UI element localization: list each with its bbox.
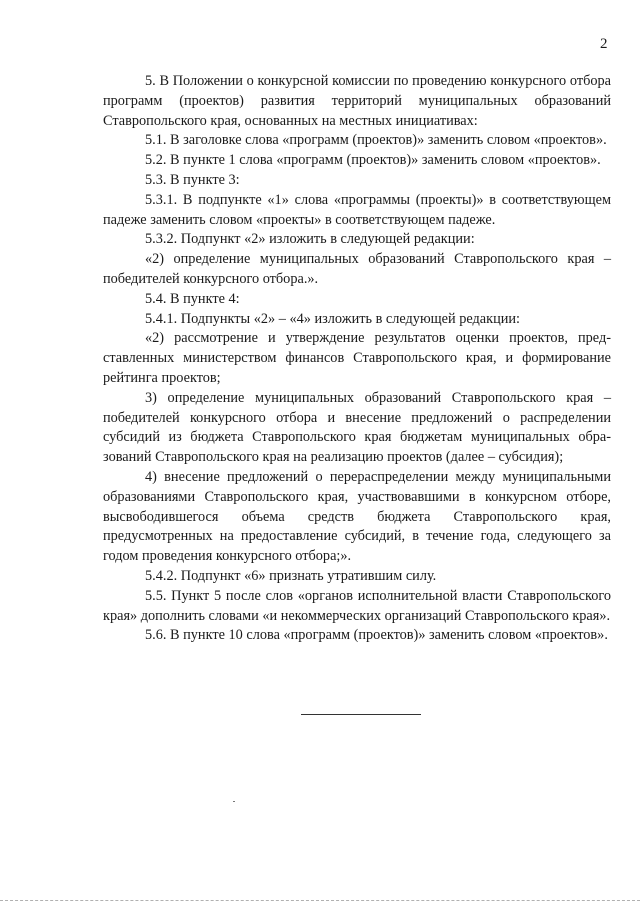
paragraph: 5.3.2. Подпункт «2» изложить в следующей редакции: [145,231,475,248]
paragraph: 3) определение муниципальных образований Ставропольского края – победителей конкурсного отбора и внесение предложений о распределении субсидий из бюджета Ставропольского края бюджетам муниципальных образований Ставропольского края на реализацию проектов (далее – субсидия); [103,389,611,466]
paragraph: 5.2. В пункте 1 слова «программ (проектов)» заменить словом «проектов». [145,152,601,169]
end-divider [301,714,421,715]
paragraph: 5. В Положении о конкурсной комиссии по проведению конкурсного отбора программ (проектов) развития территорий муниципальных образований Ставропольского края, основанных на местных инициативах: [103,73,611,129]
paragraph: 5.4.2. Подпункт «6» признать утратившим силу. [145,567,437,584]
document-body [103,72,611,646]
page-number: 2 [600,36,608,52]
paragraph: «2) рассмотрение и утверждение результатов оценки проектов, представленных министерством финансов Ставропольского края, и формирование рейтинга проектов; [103,330,611,386]
paragraph: «2) определение муниципальных образований Ставропольского края – победителей конкурсного отбора.». [103,251,611,287]
paragraph: 5.3.1. В подпункте «1» слова «программы (проекты)» в соответствующем падеже заменить словом «проекты» в соответствующем падеже. [103,191,611,228]
paragraph: 5.6. В пункте 10 слова «программ (проектов)» заменить словом «проектов». [145,627,608,644]
paragraph: 5.5. Пункт 5 после слов «органов исполнительной власти Ставропольского края» дополнить словами «и некоммерческих организаций Ставропольского края». [103,587,611,624]
paragraph: 5.4. В пункте 4: [145,290,240,307]
paragraph: 5.4.1. Подпункты «2» – «4» изложить в следующей редакции: [145,310,521,327]
scan-dot [233,801,235,802]
paragraph: 5.3. В пункте 3: [145,171,240,188]
paragraph: 4) внесение предложений о перераспределении между муниципальными образованиями Ставропольского края, участвовавшими в конкурсном отборе, высвободившегося объема средств бюджета Ставропольского края, предусмотренных на предоставление субсидий, в течение года, следующего за годом проведения конкурсного отбора;». [103,468,611,565]
paragraph: 5.1. В заголовке слова «программ (проектов)» заменить словом «проектов». [145,132,607,149]
scan-edge [0,900,640,901]
